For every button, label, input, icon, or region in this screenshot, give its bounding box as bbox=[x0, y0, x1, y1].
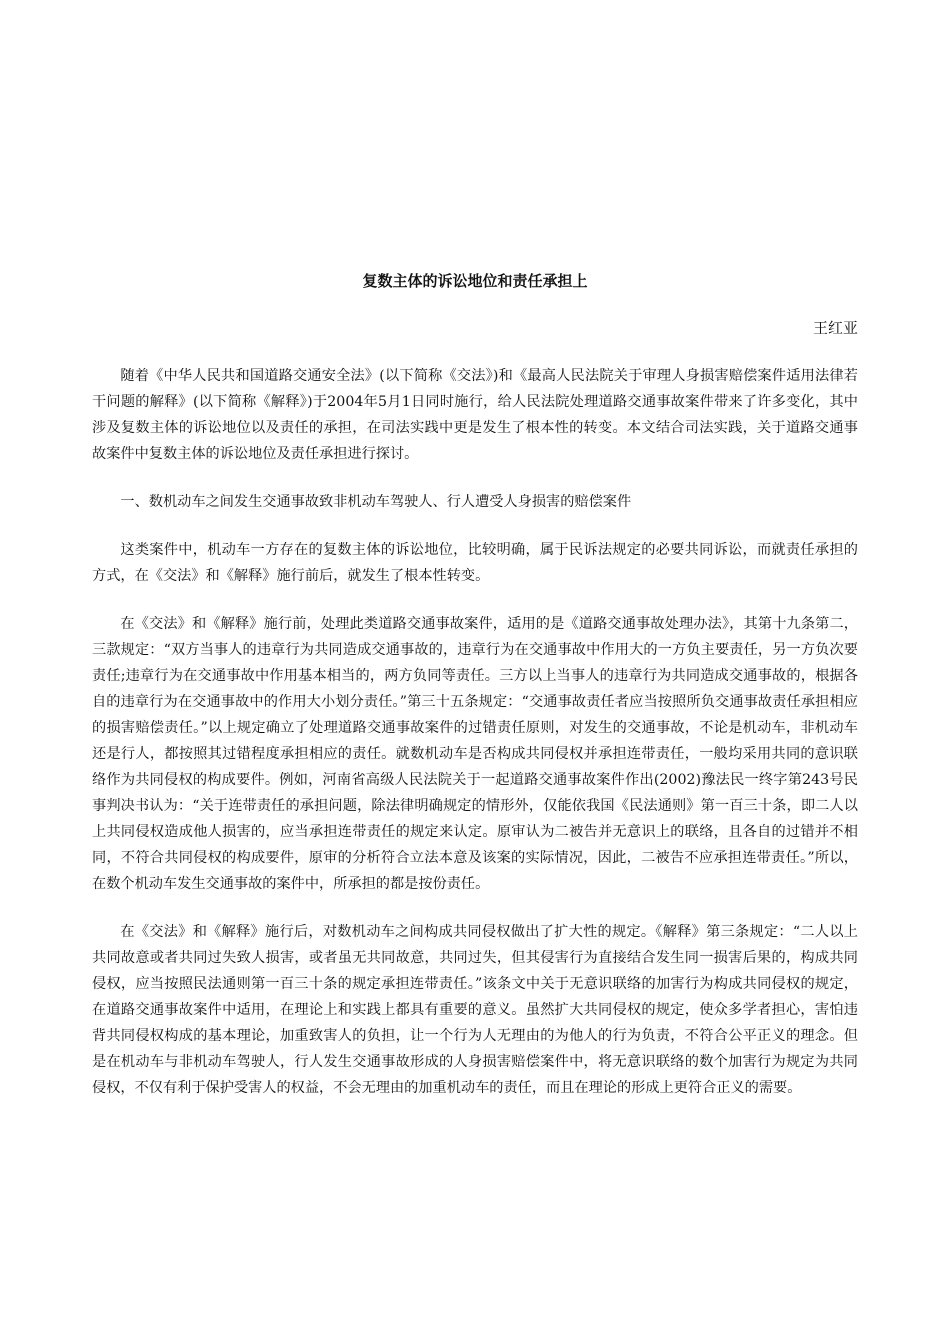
document-title: 复数主体的诉讼地位和责任承担上 bbox=[362, 272, 588, 290]
paragraph: 在《交法》和《解释》施行前，处理此类道路交通事故案件，适用的是《道路交通事故处理办法》，其第十九条第二，三款规定：“双方当事人的违章行为共同造成交通事故的，违章行为在交通事故中作用大的一方负主要责任，另一方负次要责任;违章行为在交通事故中作用基本相当的，两方负同等责任。三方以上当事人的违章行为共同造成交通事故的，根据各自的违章行为在交通事故中的作用大小划分责任。”第三十五条规定：“交通事故责任者应当按照所负交通事故责任承担相应的损害赔偿责任。”以上规定确立了处理道路交通事故案件的过错责任原则，对发生的交通事故，不论是机动车，非机动车还是行人，都按照其过错程度承担相应的责任。就数机动车是否构成共同侵权并承担连带责任，一般均采用共同的意识联络作为共同侵权的构成要件。例如，河南省高级人民法院关于一起道路交通事故案件作出(2002)豫法民一终字第243号民事判决书认为：“关于连带责任的承担问题，除法律明确规定的情形外，仅能依我国《民法通则》第一百三十条，即二人以上共同侵权造成他人损害的，应当承担连带责任的规定来认定。原审认为二被告并无意识上的联络，且各自的过错并不相同，不符合共同侵权的构成要件，原审的分析符合立法本意及该案的实际情况，因此，二被告不应承担连带责任。”所以，在数个机动车发生交通事故的案件中，所承担的都是按份责任。 bbox=[92, 616, 858, 892]
document-author: 王红亚 bbox=[812, 319, 858, 337]
section-heading-1: 一、数机动车之间发生交通事故致非机动车驾驶人、行人遭受人身损害的赔偿案件 bbox=[120, 494, 632, 510]
paragraph-intro: 随着《中华人民共和国道路交通安全法》(以下简称《交法》)和《最高人民法院关于审理人身损害赔偿案件适用法律若干问题的解释》(以下简称《解释》)于2004年5月1日同时施行，给人民法院处理道路交通事故案件带来了许多变化，其中涉及复数主体的诉讼地位以及责任的承担，在司法实践中更是发生了根本性的转变。本文结合司法实践，关于道路交通事故案件中复数主体的诉讼地位及责任承担进行探讨。 bbox=[92, 368, 858, 462]
paragraph: 在《交法》和《解释》施行后，对数机动车之间构成共同侵权做出了扩大性的规定。《解释》第三条规定：“二人以上共同故意或者共同过失致人损害，或者虽无共同故意，共同过失，但其侵害行为直接结合发生同一损害后果的，构成共同侵权，应当按照民法通则第一百三十条的规定承担连带责任。”该条文中关于无意识联络的加害行为构成共同侵权的规定，在道路交通事故案件中适用，在理论上和实践上都具有重要的意义。虽然扩大共同侵权的规定，使众多学者担心，害怕违背共同侵权构成的基本理论，加重致害人的负担，让一个行为人无理由的为他人的行为负责，不符合公平正义的理念。但是在机动车与非机动车驾驶人，行人发生交通事故形成的人身损害赔偿案件中，将无意识联络的数个加害行为规定为共同侵权，不仅有利于保护受害人的权益，不会无理由的加重机动车的责任，而且在理论的形成上更符合正义的需要。 bbox=[92, 924, 858, 1096]
document-body bbox=[92, 363, 858, 1123]
paragraph: 这类案件中，机动车一方存在的复数主体的诉讼地位，比较明确，属于民诉法规定的必要共同诉讼，而就责任承担的方式，在《交法》和《解释》施行前后，就发生了根本性转变。 bbox=[92, 542, 858, 584]
